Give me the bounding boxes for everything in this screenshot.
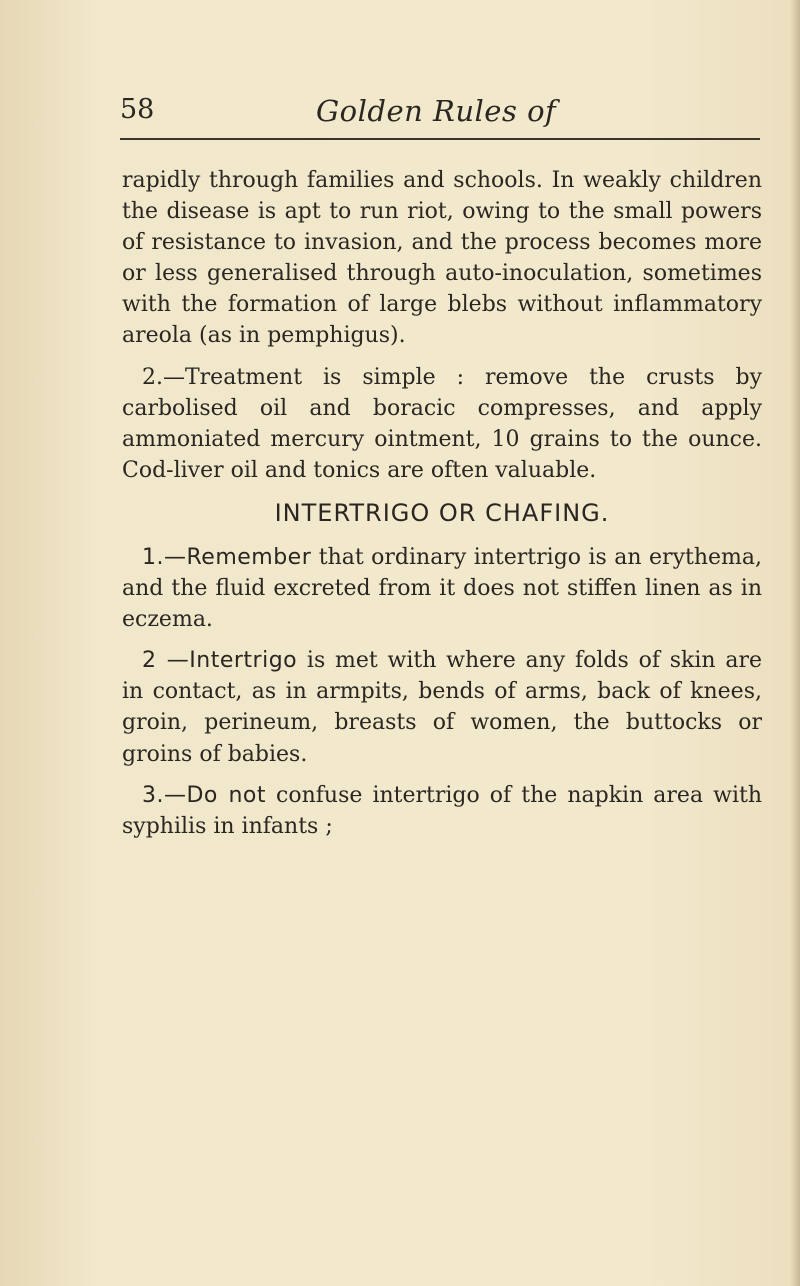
rule-3 [122,780,762,842]
running-title: Golden Rules of [316,94,557,128]
rule-1 [122,542,762,635]
page-body [122,165,762,852]
rule-3-text: confuse intertrigo of the napkin area with syphilis in infants ; [122,782,762,839]
section-heading: INTERTRIGO OR CHAFING. [274,498,610,527]
rule-1-text: that ordinary intertrigo is an erythema, and the fluid excreted from it does not stiffen linen as in eczema. [122,544,762,633]
rule-2-lead: 2 —Intertrigo [142,648,298,674]
page-number: 58 [120,94,155,125]
rule-2 [122,645,762,769]
paragraph-treatment: 2.—Treatment is simple : remove the crusts by carbolised oil and boracic compresses, and apply ammoniated mercury ointment, 10 grains to the ounce. Cod-liver oil and tonics are often valuable. [122,364,762,483]
rule-2-text: is met with where any folds of skin are in contact, as in armpits, bends of arms, back of knees, groin, perineum, breasts of women, the buttocks or groins of babies. [122,648,762,767]
rule-1-lead: 1.—Remember [142,544,312,570]
rule-3-lead: 3.—Do not [142,782,266,808]
paragraph-continuation: rapidly through families and schools. In weakly children the disease is apt to run riot, owing to the small powers of resistance to invasion, and the process becomes more or less generalised through auto-inoculation, sometimes with the formation of large blebs without inflammatory areola (as in pemphigus). [122,168,762,349]
page-header [120,92,760,140]
